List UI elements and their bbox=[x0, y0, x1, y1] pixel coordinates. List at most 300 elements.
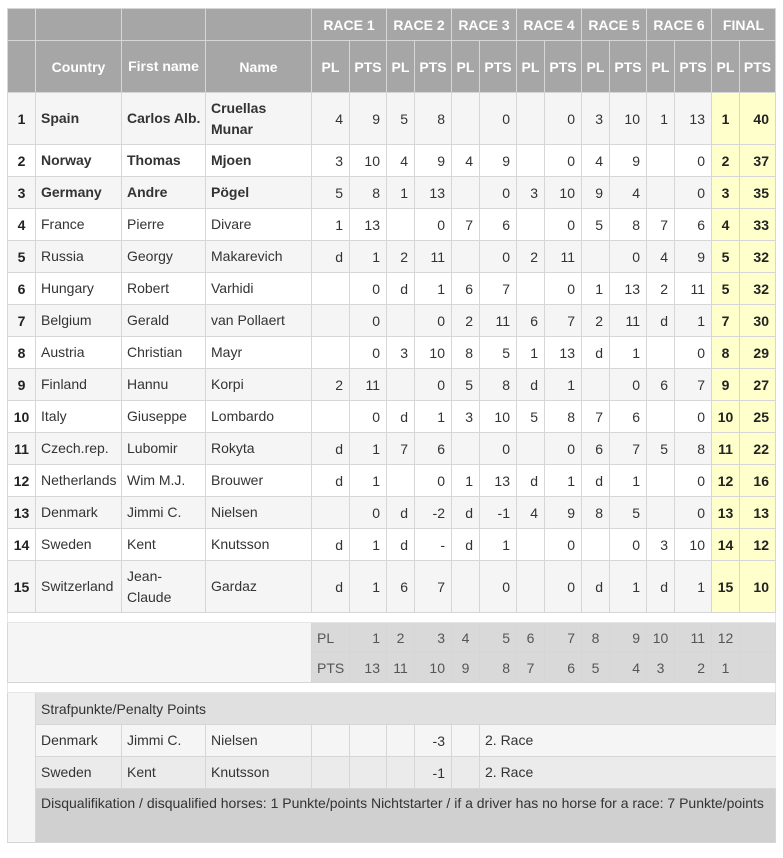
penalty-race: 2. Race bbox=[480, 725, 776, 757]
race-pl-cell: 6 bbox=[647, 369, 675, 401]
first-name-cell: Jean-Claude bbox=[122, 561, 206, 613]
rank-cell: 4 bbox=[8, 209, 36, 241]
rank-cell: 5 bbox=[8, 241, 36, 273]
race-pl-cell: 2 bbox=[387, 241, 415, 273]
race-pts-cell: 0 bbox=[480, 561, 517, 613]
race-pts-cell: 0 bbox=[480, 241, 517, 273]
race-pl-cell: 3 bbox=[387, 337, 415, 369]
race-pl-cell: 4 bbox=[517, 497, 545, 529]
race-pl-cell: d bbox=[647, 305, 675, 337]
race-pl-cell bbox=[582, 241, 610, 273]
rank-cell: 1 bbox=[8, 93, 36, 145]
race-pts-cell: 1 bbox=[610, 561, 647, 613]
race-pl-cell bbox=[387, 369, 415, 401]
final-pl-cell: 4 bbox=[712, 209, 740, 241]
race-pts-cell: 0 bbox=[415, 209, 452, 241]
race-pl-cell bbox=[387, 465, 415, 497]
race-pts-cell: 0 bbox=[675, 465, 712, 497]
race-pts-cell: 0 bbox=[675, 145, 712, 177]
race-pl-cell: 5 bbox=[312, 177, 350, 209]
race-pl-cell: 3 bbox=[312, 145, 350, 177]
race-pts-cell: 10 bbox=[480, 401, 517, 433]
race-pl-cell bbox=[452, 177, 480, 209]
final-pl-cell: 10 bbox=[712, 401, 740, 433]
race-pl-cell: d bbox=[387, 273, 415, 305]
penalty-name: Nielsen bbox=[206, 725, 312, 757]
race-pts-cell: 11 bbox=[610, 305, 647, 337]
first-name-cell: Carlos Alb. bbox=[122, 93, 206, 145]
race-pts-cell: 8 bbox=[480, 369, 517, 401]
race-pts-cell: 11 bbox=[415, 241, 452, 273]
race-pl-cell: 1 bbox=[387, 177, 415, 209]
first-name-cell: Giuseppe bbox=[122, 401, 206, 433]
race-pl-cell: 7 bbox=[452, 209, 480, 241]
race-pts-cell: 8 bbox=[610, 209, 647, 241]
race-pts-cell: 11 bbox=[350, 369, 387, 401]
country-cell: Italy bbox=[36, 401, 122, 433]
race-pts-cell: 13 bbox=[545, 337, 582, 369]
final-pts-cell: 12 bbox=[740, 529, 776, 561]
first-name-cell: Lubomir bbox=[122, 433, 206, 465]
final-pl-cell: 11 bbox=[712, 433, 740, 465]
country-cell: Germany bbox=[36, 177, 122, 209]
race-pl-cell: d bbox=[582, 561, 610, 613]
header-country: Country bbox=[36, 41, 122, 93]
race-pl-cell bbox=[312, 273, 350, 305]
country-cell: Spain bbox=[36, 93, 122, 145]
first-name-cell: Pierre bbox=[122, 209, 206, 241]
race-pts-cell: 10 bbox=[545, 177, 582, 209]
race-pl-cell bbox=[647, 497, 675, 529]
points-empty-cell bbox=[740, 623, 776, 653]
final-pl-cell: 1 bbox=[712, 93, 740, 145]
rank-cell: 14 bbox=[8, 529, 36, 561]
first-name-cell: Gerald bbox=[122, 305, 206, 337]
penalty-first-name: Kent bbox=[122, 757, 206, 789]
header-pl: PL bbox=[712, 41, 740, 93]
table-row bbox=[8, 145, 776, 177]
race-pts-cell: 7 bbox=[675, 369, 712, 401]
points-pl-value: 8 bbox=[582, 623, 610, 653]
race-pl-cell: 6 bbox=[517, 305, 545, 337]
race-pl-cell: 5 bbox=[387, 93, 415, 145]
race-pl-cell: d bbox=[517, 369, 545, 401]
race-pl-cell: d bbox=[452, 529, 480, 561]
race-pts-cell: 9 bbox=[545, 497, 582, 529]
race-pl-cell bbox=[517, 433, 545, 465]
race-pts-cell: 6 bbox=[610, 401, 647, 433]
points-pts-value: 10 bbox=[415, 653, 452, 683]
final-pts-cell: 30 bbox=[740, 305, 776, 337]
header-empty bbox=[8, 41, 36, 93]
rank-cell: 6 bbox=[8, 273, 36, 305]
points-pts-value: 7 bbox=[517, 653, 545, 683]
table-row bbox=[8, 561, 776, 613]
race-pts-cell: 1 bbox=[610, 465, 647, 497]
race-pl-cell: d bbox=[312, 561, 350, 613]
header-empty bbox=[206, 9, 312, 41]
race-pts-cell: 7 bbox=[415, 561, 452, 613]
race-pts-cell: 0 bbox=[545, 529, 582, 561]
points-pts-value: 3 bbox=[647, 653, 675, 683]
race-pts-cell: 0 bbox=[545, 561, 582, 613]
race-pts-cell: 10 bbox=[415, 337, 452, 369]
race-pts-cell: 0 bbox=[545, 273, 582, 305]
first-name-cell: Thomas bbox=[122, 145, 206, 177]
race-pl-cell bbox=[387, 305, 415, 337]
race-pts-cell: 0 bbox=[350, 401, 387, 433]
race-pl-cell bbox=[452, 241, 480, 273]
race-pl-cell: 4 bbox=[647, 241, 675, 273]
race-pts-cell: 0 bbox=[675, 497, 712, 529]
header-race-5: RACE 5 bbox=[582, 9, 647, 41]
country-cell: Switzerland bbox=[36, 561, 122, 613]
penalty-name: Knutsson bbox=[206, 757, 312, 789]
race-pl-cell: d bbox=[452, 497, 480, 529]
table-row bbox=[8, 209, 776, 241]
points-pl-value: 12 bbox=[712, 623, 740, 653]
race-pl-cell: 6 bbox=[452, 273, 480, 305]
table-row bbox=[8, 177, 776, 209]
points-pts-value: 13 bbox=[350, 653, 387, 683]
race-pts-cell: 0 bbox=[545, 209, 582, 241]
rank-cell: 15 bbox=[8, 561, 36, 613]
race-pts-cell: 10 bbox=[350, 145, 387, 177]
race-pl-cell bbox=[582, 369, 610, 401]
header-pl: PL bbox=[517, 41, 545, 93]
penalty-country: Denmark bbox=[36, 725, 122, 757]
points-pl-value: 10 bbox=[647, 623, 675, 653]
points-pl-value: 3 bbox=[415, 623, 452, 653]
points-pts-value: 9 bbox=[452, 653, 480, 683]
race-pts-cell: 0 bbox=[480, 433, 517, 465]
race-pl-cell bbox=[387, 209, 415, 241]
header-race-1: RACE 1 bbox=[312, 9, 387, 41]
points-pl-value: 4 bbox=[452, 623, 480, 653]
name-cell: Korpi bbox=[206, 369, 312, 401]
header-race-3: RACE 3 bbox=[452, 9, 517, 41]
table-row bbox=[8, 465, 776, 497]
race-pts-cell: 13 bbox=[350, 209, 387, 241]
final-pl-cell: 2 bbox=[712, 145, 740, 177]
rank-cell: 11 bbox=[8, 433, 36, 465]
points-pts-value: 6 bbox=[545, 653, 582, 683]
race-pts-cell: 6 bbox=[415, 433, 452, 465]
race-pts-cell: 0 bbox=[350, 305, 387, 337]
country-cell: Finland bbox=[36, 369, 122, 401]
points-pl-value: 11 bbox=[675, 623, 712, 653]
header-first-name: First name bbox=[122, 41, 206, 93]
name-cell: Gardaz bbox=[206, 561, 312, 613]
table-row bbox=[8, 93, 776, 145]
race-pl-cell bbox=[312, 337, 350, 369]
header-pl: PL bbox=[452, 41, 480, 93]
race-pts-cell: 9 bbox=[675, 241, 712, 273]
race-pl-cell: 1 bbox=[647, 93, 675, 145]
points-pts-value: 11 bbox=[387, 653, 415, 683]
race-pts-cell: 9 bbox=[480, 145, 517, 177]
header-empty bbox=[8, 9, 36, 41]
race-pts-cell: 9 bbox=[350, 93, 387, 145]
header-pts: PTS bbox=[480, 41, 517, 93]
penalty-empty-cell bbox=[350, 725, 387, 757]
race-pts-cell: 1 bbox=[415, 273, 452, 305]
spacer-row bbox=[8, 613, 776, 623]
final-pts-cell: 16 bbox=[740, 465, 776, 497]
race-pl-cell: 2 bbox=[517, 241, 545, 273]
race-pts-cell: 1 bbox=[350, 241, 387, 273]
race-pl-cell: d bbox=[517, 465, 545, 497]
first-name-cell: Jimmi C. bbox=[122, 497, 206, 529]
final-pts-cell: 29 bbox=[740, 337, 776, 369]
name-cell: Cruellas Munar bbox=[206, 93, 312, 145]
race-pts-cell: 0 bbox=[610, 241, 647, 273]
table-row bbox=[8, 273, 776, 305]
final-pl-cell: 13 bbox=[712, 497, 740, 529]
race-pts-cell: 8 bbox=[545, 401, 582, 433]
race-pl-cell: 1 bbox=[452, 465, 480, 497]
table-row bbox=[8, 241, 776, 273]
results-body bbox=[8, 93, 776, 613]
points-pts-value: 4 bbox=[610, 653, 647, 683]
race-pts-cell: 0 bbox=[610, 529, 647, 561]
first-name-cell: Georgy bbox=[122, 241, 206, 273]
race-pts-cell: 11 bbox=[480, 305, 517, 337]
race-pts-cell: 5 bbox=[610, 497, 647, 529]
race-pts-cell: 7 bbox=[480, 273, 517, 305]
penalty-country: Sweden bbox=[36, 757, 122, 789]
penalty-empty-cell bbox=[452, 757, 480, 789]
final-pl-cell: 9 bbox=[712, 369, 740, 401]
final-pts-cell: 40 bbox=[740, 93, 776, 145]
race-pl-cell bbox=[647, 337, 675, 369]
final-pts-cell: 10 bbox=[740, 561, 776, 613]
race-pl-cell bbox=[517, 273, 545, 305]
name-cell: Divare bbox=[206, 209, 312, 241]
race-pl-cell bbox=[452, 93, 480, 145]
race-pl-cell: 3 bbox=[452, 401, 480, 433]
race-pl-cell bbox=[517, 529, 545, 561]
race-pl-cell: 8 bbox=[582, 497, 610, 529]
race-pl-cell: 1 bbox=[582, 273, 610, 305]
name-cell: Nielsen bbox=[206, 497, 312, 529]
country-cell: Hungary bbox=[36, 273, 122, 305]
race-pl-cell: d bbox=[312, 241, 350, 273]
points-pts-label: PTS bbox=[312, 653, 350, 683]
points-pts-value: 1 bbox=[712, 653, 740, 683]
race-pts-cell: 0 bbox=[350, 337, 387, 369]
header-race-2: RACE 2 bbox=[387, 9, 452, 41]
points-pl-value: 1 bbox=[350, 623, 387, 653]
race-pts-cell: 13 bbox=[610, 273, 647, 305]
final-pl-cell: 14 bbox=[712, 529, 740, 561]
race-pl-cell: d bbox=[582, 337, 610, 369]
race-pts-cell: 13 bbox=[675, 93, 712, 145]
first-name-cell: Wim M.J. bbox=[122, 465, 206, 497]
race-pts-cell: 0 bbox=[675, 337, 712, 369]
penalty-empty-cell bbox=[312, 757, 350, 789]
race-pts-cell: 5 bbox=[480, 337, 517, 369]
race-pts-cell: 11 bbox=[545, 241, 582, 273]
penalty-empty-cell bbox=[312, 725, 350, 757]
header-pl: PL bbox=[312, 41, 350, 93]
race-pts-cell: 0 bbox=[545, 433, 582, 465]
race-pts-cell: 0 bbox=[415, 369, 452, 401]
country-cell: Sweden bbox=[36, 529, 122, 561]
penalty-empty-cell bbox=[387, 725, 415, 757]
race-pts-cell: 1 bbox=[415, 401, 452, 433]
race-pl-cell: d bbox=[387, 401, 415, 433]
final-pts-cell: 25 bbox=[740, 401, 776, 433]
race-pl-cell: 9 bbox=[582, 177, 610, 209]
race-pts-cell: 0 bbox=[415, 305, 452, 337]
points-pl-label: PL bbox=[312, 623, 350, 653]
penalty-empty-cell bbox=[387, 757, 415, 789]
race-pl-cell: d bbox=[387, 529, 415, 561]
race-pl-cell: 5 bbox=[582, 209, 610, 241]
rank-cell: 10 bbox=[8, 401, 36, 433]
race-pl-cell: 4 bbox=[312, 93, 350, 145]
race-pts-cell: 1 bbox=[350, 529, 387, 561]
penalty-empty-cell bbox=[350, 757, 387, 789]
race-pl-cell bbox=[647, 145, 675, 177]
race-pts-cell: 1 bbox=[545, 465, 582, 497]
final-pl-cell: 12 bbox=[712, 465, 740, 497]
rank-cell: 8 bbox=[8, 337, 36, 369]
header-empty bbox=[36, 9, 122, 41]
race-pts-cell: 1 bbox=[480, 529, 517, 561]
country-cell: Austria bbox=[36, 337, 122, 369]
final-pl-cell: 15 bbox=[712, 561, 740, 613]
race-pl-cell: d bbox=[312, 433, 350, 465]
race-pl-cell bbox=[517, 209, 545, 241]
header-pts: PTS bbox=[545, 41, 582, 93]
header-pts: PTS bbox=[740, 41, 776, 93]
name-cell: Pögel bbox=[206, 177, 312, 209]
race-pl-cell: 2 bbox=[647, 273, 675, 305]
name-cell: Rokyta bbox=[206, 433, 312, 465]
race-pts-cell: 8 bbox=[675, 433, 712, 465]
penalty-empty-cell bbox=[452, 725, 480, 757]
header-pts: PTS bbox=[415, 41, 452, 93]
race-pts-cell: 0 bbox=[545, 145, 582, 177]
first-name-cell: Hannu bbox=[122, 369, 206, 401]
race-pl-cell bbox=[517, 145, 545, 177]
race-pts-cell: 1 bbox=[675, 305, 712, 337]
table-row bbox=[8, 433, 776, 465]
name-cell: van Pollaert bbox=[206, 305, 312, 337]
penalty-value: -3 bbox=[415, 725, 452, 757]
penalty-value: -1 bbox=[415, 757, 452, 789]
name-cell: Mjoen bbox=[206, 145, 312, 177]
race-pl-cell: 2 bbox=[452, 305, 480, 337]
race-pts-cell: 9 bbox=[610, 145, 647, 177]
final-pts-cell: 33 bbox=[740, 209, 776, 241]
table-row bbox=[8, 305, 776, 337]
country-cell: Norway bbox=[36, 145, 122, 177]
name-cell: Makarevich bbox=[206, 241, 312, 273]
final-pts-cell: 37 bbox=[740, 145, 776, 177]
first-name-cell: Kent bbox=[122, 529, 206, 561]
race-pts-cell: 1 bbox=[545, 369, 582, 401]
final-pl-cell: 5 bbox=[712, 241, 740, 273]
race-pl-cell: 1 bbox=[517, 337, 545, 369]
points-pl-value: 9 bbox=[610, 623, 647, 653]
rank-cell: 13 bbox=[8, 497, 36, 529]
race-pl-cell bbox=[312, 305, 350, 337]
points-pl-value: 7 bbox=[545, 623, 582, 653]
race-pts-cell: 0 bbox=[675, 177, 712, 209]
race-pl-cell: 4 bbox=[387, 145, 415, 177]
race-pl-cell: 3 bbox=[517, 177, 545, 209]
race-pl-cell: 2 bbox=[312, 369, 350, 401]
penalty-first-name: Jimmi C. bbox=[122, 725, 206, 757]
race-pl-cell bbox=[647, 465, 675, 497]
rank-cell: 9 bbox=[8, 369, 36, 401]
race-pts-cell: 0 bbox=[545, 93, 582, 145]
race-pl-cell: 6 bbox=[387, 561, 415, 613]
race-pl-cell: 2 bbox=[582, 305, 610, 337]
rank-cell: 12 bbox=[8, 465, 36, 497]
race-pl-cell bbox=[312, 401, 350, 433]
race-pts-cell: - bbox=[415, 529, 452, 561]
country-cell: Netherlands bbox=[36, 465, 122, 497]
race-pl-cell: 4 bbox=[452, 145, 480, 177]
country-cell: Czech.rep. bbox=[36, 433, 122, 465]
penalty-title: Strafpunkte/Penalty Points bbox=[36, 693, 776, 725]
race-pts-cell: 1 bbox=[350, 465, 387, 497]
rank-cell: 3 bbox=[8, 177, 36, 209]
header-empty bbox=[122, 9, 206, 41]
race-pl-cell: 5 bbox=[517, 401, 545, 433]
final-pts-cell: 13 bbox=[740, 497, 776, 529]
race-pl-cell: d bbox=[582, 465, 610, 497]
country-cell: France bbox=[36, 209, 122, 241]
points-pts-value: 8 bbox=[480, 653, 517, 683]
points-pts-value: 5 bbox=[582, 653, 610, 683]
name-cell: Mayr bbox=[206, 337, 312, 369]
final-pts-cell: 32 bbox=[740, 241, 776, 273]
race-pts-cell: 8 bbox=[350, 177, 387, 209]
results-table bbox=[7, 8, 776, 843]
final-pl-cell: 7 bbox=[712, 305, 740, 337]
race-pl-cell: 8 bbox=[452, 337, 480, 369]
race-pts-cell: 9 bbox=[415, 145, 452, 177]
points-and-penalty bbox=[8, 613, 776, 843]
race-pts-cell: 0 bbox=[350, 497, 387, 529]
race-pl-cell: 1 bbox=[312, 209, 350, 241]
header-pl: PL bbox=[387, 41, 415, 93]
race-pl-cell: d bbox=[647, 561, 675, 613]
race-pts-cell: 1 bbox=[350, 561, 387, 613]
points-empty-cell bbox=[740, 653, 776, 683]
header-pl: PL bbox=[582, 41, 610, 93]
race-pts-cell: 0 bbox=[350, 273, 387, 305]
final-pts-cell: 27 bbox=[740, 369, 776, 401]
final-pl-cell: 8 bbox=[712, 337, 740, 369]
name-cell: Knutsson bbox=[206, 529, 312, 561]
race-pts-cell: 0 bbox=[480, 177, 517, 209]
race-pts-cell: 1 bbox=[350, 433, 387, 465]
penalty-note: Disqualifikation / disqualified horses: 1 Punkte/points Nichtstarter / if a driver has no horse for a race: 7 Punkte/points bbox=[36, 789, 776, 843]
table-row bbox=[8, 529, 776, 561]
race-pl-cell: 5 bbox=[452, 369, 480, 401]
country-cell: Belgium bbox=[36, 305, 122, 337]
name-cell: Lombardo bbox=[206, 401, 312, 433]
race-pl-cell bbox=[452, 561, 480, 613]
points-pl-value: 2 bbox=[387, 623, 415, 653]
first-name-cell: Robert bbox=[122, 273, 206, 305]
